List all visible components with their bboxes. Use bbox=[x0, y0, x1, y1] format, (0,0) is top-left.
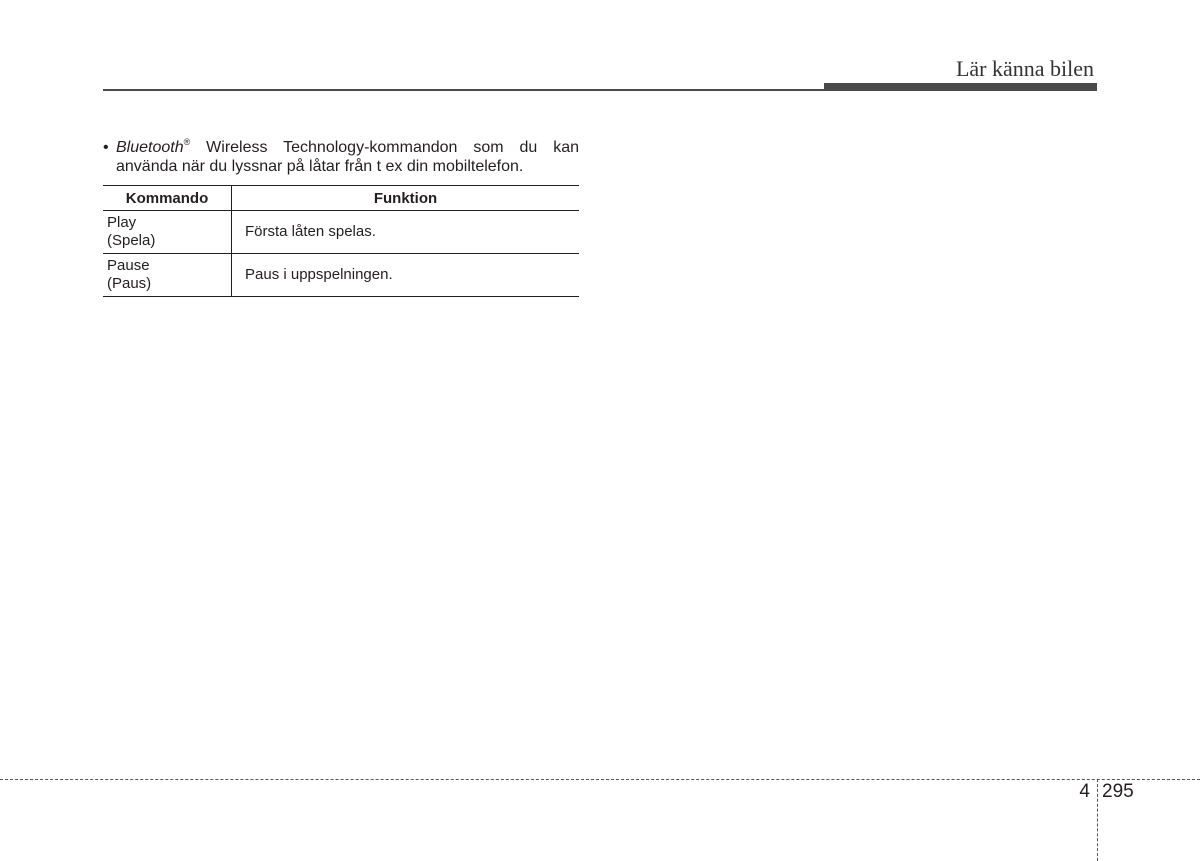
command-name: Play bbox=[107, 214, 137, 231]
footer-dashed-rule bbox=[0, 779, 1200, 780]
bullet-paragraph bbox=[103, 138, 579, 176]
command-cell bbox=[103, 254, 232, 297]
bullet-icon: • bbox=[103, 139, 109, 156]
command-translation: (Paus) bbox=[107, 275, 152, 292]
chapter-number: 4 bbox=[1079, 781, 1090, 802]
bluetooth-brand: Bluetooth bbox=[116, 139, 184, 156]
command-cell bbox=[103, 211, 232, 254]
page-content bbox=[103, 138, 579, 297]
table-header-row bbox=[103, 186, 579, 211]
header-rule bbox=[103, 89, 825, 91]
column-header-kommando: Kommando bbox=[103, 186, 232, 211]
bullet-text: Wireless Technology-kommandon som du kan använda när du lyssnar på låtar från t ex din mobiltelefon. bbox=[116, 139, 579, 175]
footer-dashed-divider bbox=[1097, 779, 1098, 861]
command-name: Pause bbox=[107, 257, 150, 274]
table-row bbox=[103, 211, 579, 254]
table-row bbox=[103, 254, 579, 297]
page-header-title: Lär känna bilen bbox=[955, 56, 1094, 81]
function-cell: Paus i uppspelningen. bbox=[232, 254, 580, 297]
page-number: 295 bbox=[1102, 781, 1134, 802]
header-rule-accent bbox=[824, 83, 1097, 91]
command-translation: (Spela) bbox=[107, 232, 156, 249]
function-cell: Första låten spelas. bbox=[232, 211, 580, 254]
command-table bbox=[103, 185, 579, 297]
column-header-funktion: Funktion bbox=[232, 186, 580, 211]
registered-mark: ® bbox=[183, 137, 191, 147]
